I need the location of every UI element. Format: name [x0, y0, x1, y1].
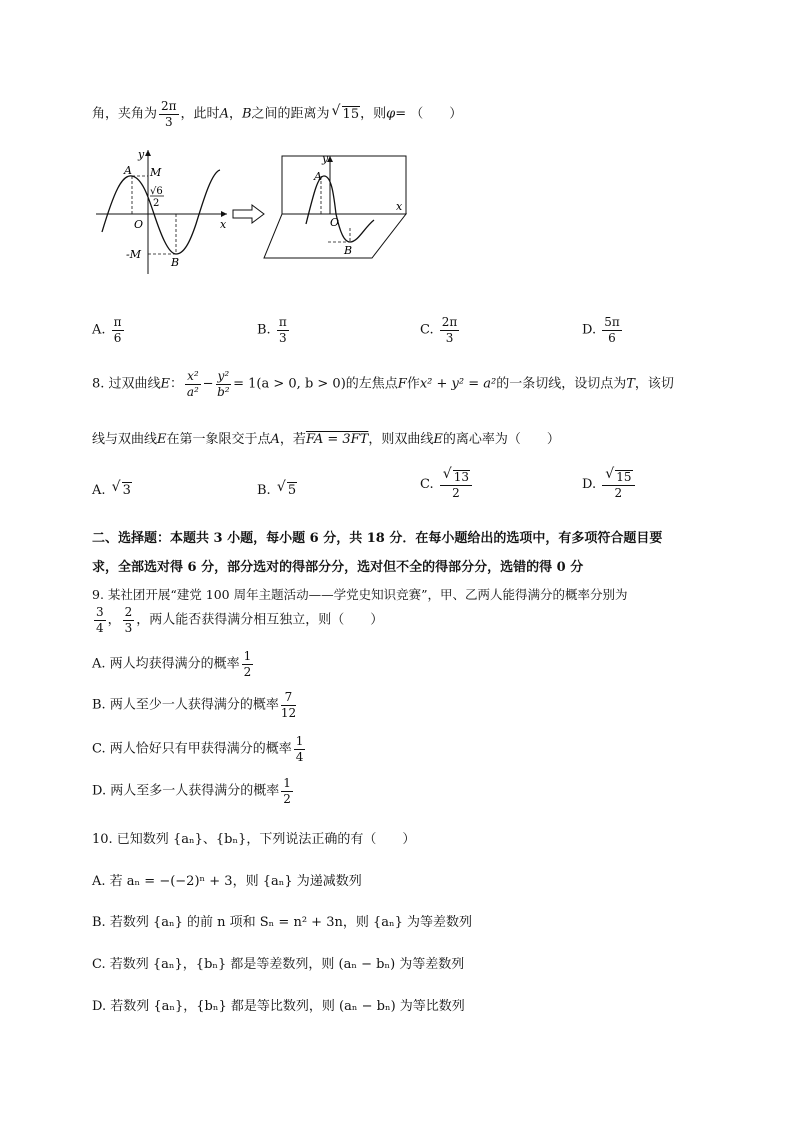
q8-option-a-rad: √ 3: [122, 482, 132, 498]
left-a-label: A: [124, 164, 132, 177]
q7-option-c-num: 2π: [441, 315, 458, 329]
q9-option-a: [92, 650, 255, 678]
q9-stem-tail: ，两人能否获得满分相互独立，则（ ）: [136, 612, 384, 628]
left-origin-label: O: [134, 218, 144, 231]
q8-line2-mid2: ，若: [279, 432, 306, 447]
q8-mid2: 作: [406, 376, 420, 392]
q10-option-c: C. 若数列 {aₙ}，{bₙ} 都是等差数列，则 (aₙ − bₙ) 为等差数列: [92, 957, 465, 972]
q8-option-b-rad: √ 5: [287, 482, 297, 498]
q8-end: ，该切: [634, 376, 674, 392]
q8-line2-mid: 在第一象限交于点: [166, 432, 271, 447]
q10-stem: 10. 已知数列 {aₙ}、{bₙ}，下列说法正确的有（ ）: [92, 832, 416, 847]
q9-option-a-den: 2: [243, 664, 252, 679]
q8-colon: ：: [170, 376, 184, 392]
right-folded-graph: [264, 152, 406, 258]
q7-point-a: A: [219, 106, 229, 122]
q9-p2-den: 3: [124, 620, 133, 635]
transform-arrow-icon: [233, 205, 264, 223]
q7-text-tail2: = （ ）: [395, 106, 463, 122]
q8-option-c-den: 2: [452, 485, 460, 500]
q7-phi: φ: [386, 106, 396, 122]
q7-figure: [92, 148, 422, 278]
q9-option-b-text: B. 两人至少一人获得满分的概率: [92, 697, 279, 713]
q7-option-b-num: π: [278, 315, 287, 329]
q7-sep: ，: [228, 106, 242, 122]
q8-option-a-letter: A.: [92, 483, 106, 498]
q7-option-d-num: 5π: [604, 315, 620, 329]
right-y-label: y: [322, 152, 329, 165]
q9-option-a-text: A. 两人均获得满分的概率: [92, 656, 240, 672]
q8-cond: = 1(a > 0, b > 0): [233, 376, 346, 392]
q7-text-pre: 角，夹角为: [92, 106, 158, 122]
q7-text-mid1: ，此时: [180, 106, 220, 122]
q8-line2-e2: E: [433, 432, 443, 447]
q8-tail: 的一条切线，设切点为: [496, 376, 627, 392]
left-b-label: B: [171, 256, 180, 269]
q9-option-d: [92, 777, 295, 805]
q7-angle-fraction: [159, 100, 179, 128]
q8-f: F: [397, 376, 407, 392]
q9-stem-line-2: [92, 606, 383, 634]
q8-line-1: [92, 370, 674, 398]
left-sine-graph: [96, 148, 227, 274]
q7-text-mid2: 之间的距离为: [251, 106, 330, 122]
q8-line2-a: A: [270, 432, 280, 447]
q9-option-b-num: 7: [281, 691, 296, 706]
q9-option-c-den: 4: [295, 749, 304, 764]
q7-option-a: [92, 316, 126, 344]
q8-line2-e: E: [157, 432, 167, 447]
q8-option-a: [92, 482, 132, 498]
q7-option-c-letter: C.: [420, 322, 434, 338]
q9-option-a-num: 1: [243, 649, 252, 663]
q7-continuation-line: [92, 100, 462, 128]
q9-option-b-den: 12: [280, 705, 297, 720]
q8-line2-tail: ，则双曲线: [368, 432, 434, 447]
q7-option-a-letter: A.: [92, 322, 106, 338]
right-b-label: B: [344, 244, 353, 257]
q8-minus: −: [202, 376, 214, 392]
q8-line2-pre: 线与双曲线: [92, 432, 158, 447]
q10-option-a: A. 若 aₙ = −(−2)ⁿ + 3，则 {aₙ} 为递减数列: [92, 874, 362, 889]
q9-comma: ，: [107, 612, 121, 628]
right-a-label: A: [314, 170, 322, 183]
left-y-label: y: [138, 148, 145, 161]
q9-option-d-text: D. 两人至多一人获得满分的概率: [92, 783, 280, 799]
q8-t: T: [626, 376, 635, 392]
q7-angle-den: 3: [164, 114, 173, 129]
q9-p1-den: 4: [96, 620, 104, 635]
q8-e: E: [160, 376, 171, 392]
q8-circle: x² + y² = a²: [419, 376, 497, 392]
left-x-label: x: [220, 218, 227, 231]
q7-option-b-den: 3: [278, 330, 287, 345]
q7-option-a-den: 6: [113, 330, 122, 345]
q8-option-b-letter: B.: [257, 483, 271, 498]
left-negm-label: -M: [126, 248, 141, 261]
q8-line2-end: 的离心率为（ ）: [442, 432, 560, 447]
q7-point-b: B: [241, 106, 252, 122]
q7-option-d-den: 6: [608, 330, 616, 345]
q8-line-2: [92, 428, 560, 447]
left-two-label: 2: [153, 198, 160, 209]
q10-option-b: B. 若数列 {aₙ} 的前 n 项和 Sₙ = n² + 3n，则 {aₙ} 为等差数列: [92, 915, 473, 930]
q8-y2: y²: [217, 369, 230, 383]
q9-option-c-num: 1: [295, 734, 304, 748]
q7-option-c: [420, 316, 461, 344]
q9-p1-num: 3: [96, 605, 104, 619]
q7-option-c-den: 3: [445, 330, 454, 345]
q8-option-b: [257, 482, 297, 498]
q8-vector-eq: FA = 3FT: [305, 432, 369, 447]
q8-mid: 的左焦点: [345, 376, 398, 392]
q8-option-c-letter: C.: [420, 477, 434, 493]
q9-option-d-den: 2: [283, 791, 291, 806]
q8-option-d: [582, 470, 637, 499]
q7-text-tail1: ，则: [360, 106, 387, 122]
right-origin-label: O: [330, 216, 340, 229]
left-sqrt6-label: √6: [150, 186, 163, 197]
q8-option-d-rad: √ 15: [615, 470, 632, 484]
section-2-line-1: 二、选择题：本题共 3 小题，每小题 6 分，共 18 分．在每小题给出的选项中，有多项符合题目要: [92, 531, 663, 546]
q7-option-b: [257, 316, 291, 344]
q10-option-d: D. 若数列 {aₙ}，{bₙ} 都是等比数列，则 (aₙ − bₙ) 为等比数列: [92, 999, 465, 1014]
q8-a2: a²: [186, 384, 199, 399]
q8-option-c: [420, 470, 474, 499]
q8-b2: b²: [217, 384, 230, 399]
q7-distance-sqrt: √ 15: [342, 106, 361, 122]
q7-option-b-letter: B.: [257, 322, 271, 338]
q9-option-d-num: 1: [283, 776, 291, 790]
q9-stem-line-1: 9. 某社团开展“建党 100 周年主题活动——学党史知识竞赛”，甲、乙两人能得满分的概率分别为: [92, 587, 628, 602]
q9-option-c: [92, 735, 307, 763]
q8-x2: x²: [187, 369, 199, 383]
q8-option-c-rad: √ 13: [453, 470, 470, 484]
q7-option-d-letter: D.: [582, 322, 597, 338]
q8-option-d-den: 2: [614, 485, 623, 500]
q7-option-d: [582, 316, 624, 344]
section-2-line-2: 求，全部选对得 6 分，部分选对的得部分分，选对但不全的得部分分，选错的得 0 分: [92, 560, 584, 575]
left-m-label: M: [150, 166, 162, 179]
q7-option-a-num: π: [113, 315, 122, 329]
q8-option-d-letter: D.: [582, 477, 597, 493]
q9-p2-num: 2: [124, 605, 133, 619]
q7-angle-num: 2π: [161, 99, 177, 113]
q8-pre: 8. 过双曲线: [92, 376, 161, 392]
right-x-label: x: [396, 200, 403, 213]
q9-option-b: [92, 691, 298, 719]
q9-option-c-text: C. 两人恰好只有甲获得满分的概率: [92, 741, 292, 757]
